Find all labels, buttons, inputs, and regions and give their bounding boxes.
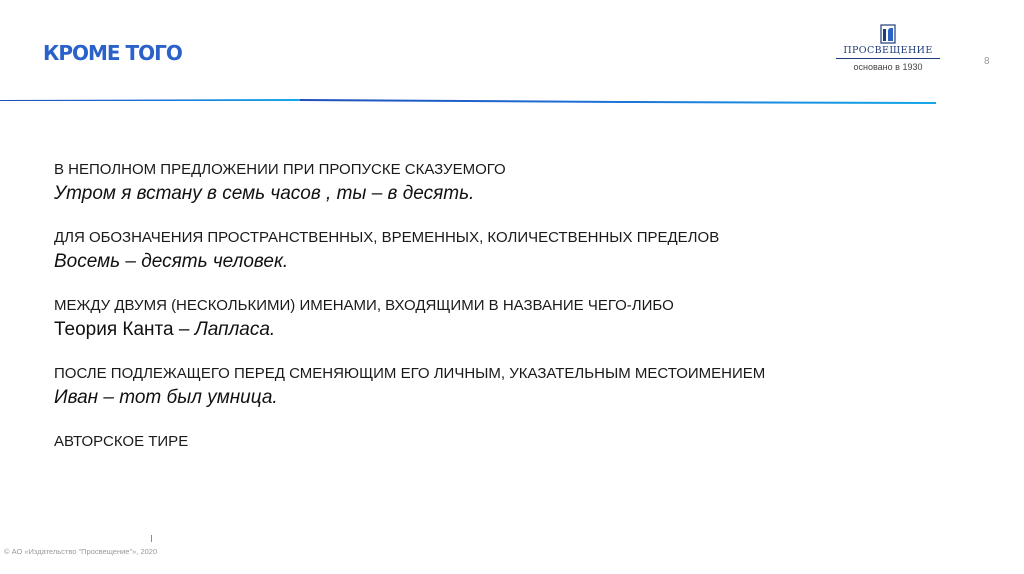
example-italic-text: Лапласа. <box>194 319 276 340</box>
page-number: 8 <box>984 56 990 67</box>
copyright: © АО «Издательство "Просвещение"», 2020 <box>4 547 158 556</box>
rule-block <box>54 364 914 411</box>
author-dash-label: АВТОРСКОЕ ТИРЕ <box>54 433 189 450</box>
slide-title: КРОМЕ ТОГО <box>43 41 182 65</box>
prosveshchenie-logo-icon <box>877 24 899 44</box>
slide-content <box>54 160 914 473</box>
author-dash-block <box>54 432 914 452</box>
rule-text: МЕЖДУ ДВУМЯ (НЕСКОЛЬКИМИ) ИМЕНАМИ, ВХОДЯЩИМИ В НАЗВАНИЕ ЧЕГО-ЛИБО <box>54 297 674 314</box>
footer-marker <box>151 535 152 542</box>
publisher-logo <box>836 24 940 72</box>
example-sentence <box>54 181 914 207</box>
rule-text: В НЕПОЛНОМ ПРЕДЛОЖЕНИИ ПРИ ПРОПУСКЕ СКАЗУЕМОГО <box>54 161 506 178</box>
header-divider <box>0 98 940 106</box>
example-italic-text: Восемь – десять человек. <box>54 251 289 272</box>
rule-block <box>54 296 914 343</box>
rule-text: ПОСЛЕ ПОДЛЕЖАЩЕГО ПЕРЕД СМЕНЯЮЩИМ ЕГО ЛИЧНЫМ, УКАЗАТЕЛЬНЫМ МЕСТОИМЕНИЕМ <box>54 365 766 382</box>
logo-founded: основано в 1930 <box>853 62 923 72</box>
example-italic-text: Утром я встану в семь часов , ты – в десять. <box>54 183 475 204</box>
example-italic-text: Иван – тот был умница. <box>54 387 278 408</box>
example-sentence <box>54 249 914 275</box>
rule-text: ДЛЯ ОБОЗНАЧЕНИЯ ПРОСТРАНСТВЕННЫХ, ВРЕМЕННЫХ, КОЛИЧЕСТВЕННЫХ ПРЕДЕЛОВ <box>54 229 720 246</box>
rule-block <box>54 160 914 207</box>
example-normal-text: Теория Канта – <box>54 319 195 340</box>
example-sentence <box>54 317 914 343</box>
logo-name: ПРОСВЕЩЕНИЕ <box>836 45 940 59</box>
rule-block <box>54 228 914 275</box>
example-sentence <box>54 385 914 411</box>
